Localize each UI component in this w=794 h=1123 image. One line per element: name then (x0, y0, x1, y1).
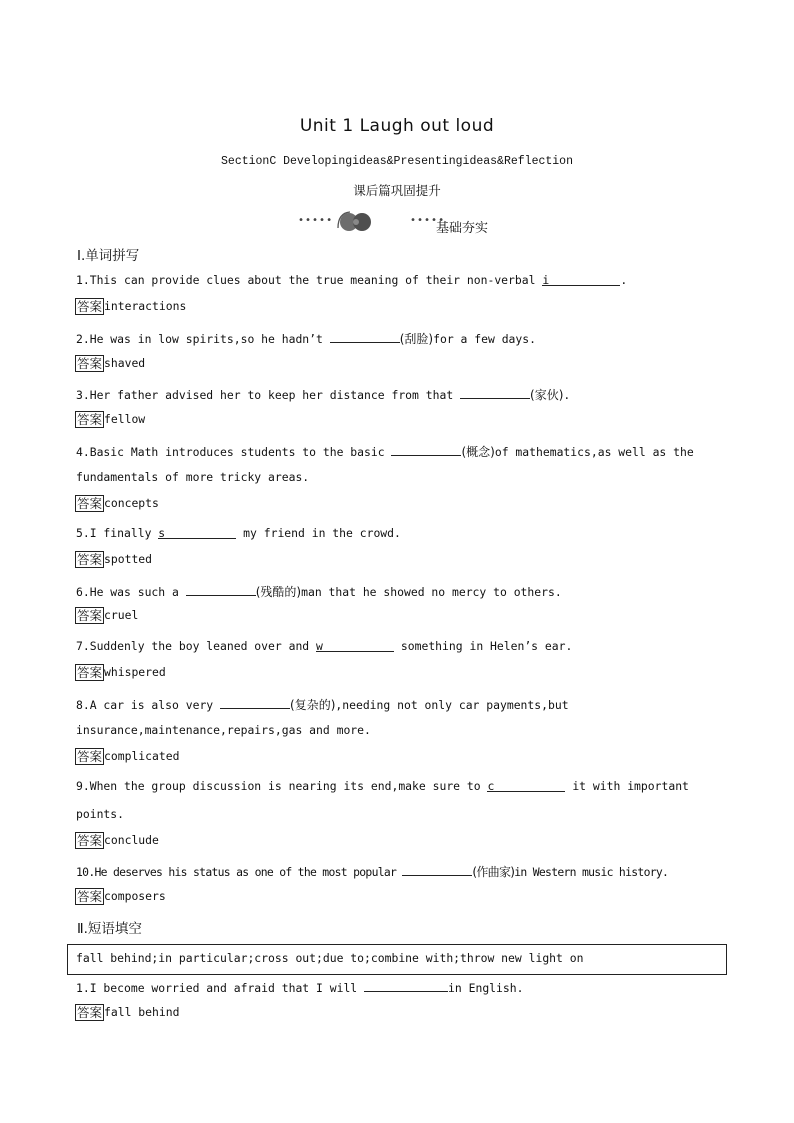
answer-row (75, 551, 152, 568)
answer-tag: 答案 (77, 833, 103, 848)
answer-blank: s (158, 526, 236, 539)
question-8: 8.A car is also very (复杂的),needing not only car payments,but (76, 698, 569, 712)
answer-blank: c (487, 779, 565, 792)
answer-tag: 答案 (77, 1005, 103, 1020)
answer-tag: 答案 (77, 412, 103, 427)
answer-blank: w (316, 639, 394, 652)
level-banner (298, 207, 518, 237)
answer-value: composers (104, 889, 166, 903)
answer-tag: 答案 (77, 299, 103, 314)
answer-value: shaved (104, 356, 146, 370)
page-title: Unit 1 Laugh out loud (299, 116, 495, 136)
dots-decoration-right: ••••• (410, 215, 446, 226)
answer-row (75, 355, 145, 372)
answer-value: fellow (104, 412, 146, 426)
answer-value: whispered (104, 665, 166, 679)
answer-blank (364, 979, 448, 992)
answer-row (75, 664, 166, 681)
answer-tag: 答案 (77, 496, 103, 511)
question-4-continued: fundamentals of more tricky areas. (76, 470, 310, 484)
phrase-box (67, 944, 727, 975)
answer-row (75, 832, 159, 849)
answer-value: cruel (104, 608, 139, 622)
answer-tag: 答案 (77, 552, 103, 567)
answer-row (75, 495, 159, 512)
question-7: 7.Suddenly the boy leaned over and w something in Helen’s ear. (76, 639, 573, 653)
answer-value: spotted (104, 552, 153, 566)
question-6: 6.He was such a (残酷的)man that he showed no mercy to others. (76, 585, 562, 599)
dots-decoration-left: ••••• (298, 215, 334, 226)
answer-tag: 答案 (77, 889, 103, 904)
answer-row (75, 1004, 179, 1021)
answer-blank (402, 863, 472, 876)
answer-value: conclude (104, 833, 159, 847)
question-9-continued: points. (76, 807, 125, 821)
answer-value: fall behind (104, 1005, 180, 1019)
question-3: 3.Her father advised her to keep her distance from that (家伙). (76, 388, 571, 402)
question-10: 10.He deserves his status as one of the most popular (作曲家)in Western music history. (76, 865, 669, 879)
answer-tag: 答案 (77, 356, 103, 371)
section-subtitle-cn: 课后篇巩固提升 (353, 183, 441, 198)
answer-row (75, 298, 186, 315)
question-5: 5.I finally s my friend in the crowd. (76, 526, 401, 540)
answer-row (75, 748, 179, 765)
question-9: 9.When the group discussion is nearing its end,make sure to c it with important (76, 779, 689, 793)
answer-tag: 答案 (77, 749, 103, 764)
question-8-continued: insurance,maintenance,repairs,gas and more. (76, 723, 371, 737)
answer-row (75, 607, 138, 624)
answer-tag: 答案 (77, 608, 103, 623)
answer-blank (391, 443, 461, 456)
answer-blank (330, 330, 400, 343)
answer-value: concepts (104, 496, 159, 510)
answer-blank (186, 583, 256, 596)
phrase-list: fall behind;in particular;cross out;due to;combine with;throw new light on (76, 951, 584, 965)
answer-row (75, 411, 145, 428)
answer-tag: 答案 (77, 665, 103, 680)
answer-blank (220, 696, 290, 709)
double-circle-icon (332, 208, 376, 234)
answer-row (75, 888, 166, 905)
answer-value: complicated (104, 749, 180, 763)
question-4: 4.Basic Math introduces students to the basic (概念)of mathematics,as well as the (76, 445, 694, 459)
question-1: 1.This can provide clues about the true meaning of their non-verbal i . (76, 273, 628, 287)
answer-blank: i (542, 273, 620, 286)
section-heading: Ⅰ.单词拼写 (77, 248, 140, 264)
banner-label: 基础夯实 (436, 221, 489, 236)
answer-blank (460, 386, 530, 399)
phrase-question-1: 1.I become worried and afraid that I will in English. (76, 981, 524, 995)
section-subtitle: SectionC Developingideas&Presentingideas&Reflection (221, 155, 573, 168)
answer-value: interactions (104, 299, 187, 313)
question-2: 2.He was in low spirits,so he hadn’t (刮脸)for a few days. (76, 332, 536, 346)
section-heading: Ⅱ.短语填空 (77, 921, 142, 937)
